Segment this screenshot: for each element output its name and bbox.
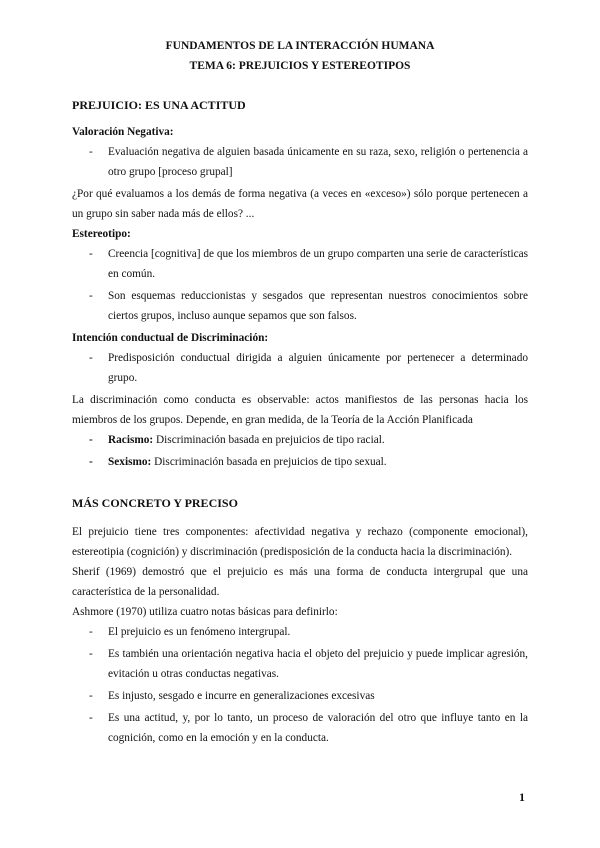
term-racismo: Racismo: [108,434,154,446]
dash-bullet: - [89,146,93,158]
intencion-list [72,348,528,388]
list-item: - El prejuicio es un fenómeno intergrupal. [72,622,528,642]
question-paragraph: ¿Por qué evaluamos a los demás de forma negativa (a veces en «exceso») sólo porque pertenecen a un grupo sin saber nada más de ellos? ... [72,188,528,220]
dash-bullet: - [89,648,93,660]
list-item: - Es injusto, sesgado e incurre en generalizaciones excesivas [72,686,528,706]
dash-bullet: - [89,352,93,364]
dash-bullet: - [89,434,93,446]
dash-bullet: - [89,248,93,260]
dash-bullet: - [89,290,93,302]
estereotipo-list [72,244,528,326]
document-page [72,36,528,750]
discriminacion-paragraph: La discriminación como conducta es observable: actos manifiestos de las personas hacia los miembros de los grupos. Depende, en gran medida, de la Teoría de la Acción Planificada [72,394,528,426]
list-item-sexismo: - Sexismo: Discriminación basada en prejuicios de tipo sexual. [72,452,528,472]
discrimination-types-list [72,430,528,472]
topic-title: TEMA 6: PREJUICIOS Y ESTEREOTIPOS [189,60,411,72]
list-item-racismo: - Racismo: Discriminación basada en prejuicios de tipo racial. [72,430,528,450]
subheading-valoracion: Valoración Negativa: [72,126,174,138]
dash-bullet: - [89,712,93,724]
ashmore-list [72,622,528,748]
document-title: FUNDAMENTOS DE LA INTERACCIÓN HUMANA [165,40,435,52]
section-heading-prejuicio: PREJUICIO: ES UNA ACTITUD [72,98,246,112]
term-sexismo: Sexismo: [108,456,152,468]
list-item: - Es también una orientación negativa hacia el objeto del prejuicio y puede implicar agresión, evitación u otras conductas negativas. [72,644,528,684]
dash-bullet: - [89,690,93,702]
subheading-estereotipo: Estereotipo: [72,228,131,240]
subheading-intencion: Intención conductual de Discriminación: [72,332,269,344]
list-item: - Predisposición conductual dirigida a alguien únicamente por pertenecer a determinado grupo. [72,348,528,388]
section-heading-concreto: MÁS CONCRETO Y PRECISO [72,496,238,510]
list-item: - Son esquemas reduccionistas y sesgados que representan nuestros conocimientos sobre ciertos grupos, incluso aunque sepamos que son falsos. [72,286,528,326]
dash-bullet: - [89,626,93,638]
list-item: - Es una actitud, y, por lo tanto, un proceso de valoración del otro que influye tanto en la cognición, como en la emoción y en la conducta. [72,708,528,748]
page-number: 1 [519,790,525,804]
components-paragraph: El prejuicio tiene tres componentes: afectividad negativa y rechazo (componente emocional), estereotipia (cognición) y discriminación (predisposición de la conducta hacia la discriminación). [72,526,528,558]
list-item: - Evaluación negativa de alguien basada únicamente en su raza, sexo, religión o pertenencia a otro grupo [proceso grupal] [72,142,528,182]
list-item: - Creencia [cognitiva] de que los miembros de un grupo comparten una serie de características en común. [72,244,528,284]
dash-bullet: - [89,456,93,468]
valoracion-list [72,142,528,182]
ashmore-paragraph: Ashmore (1970) utiliza cuatro notas básicas para definirlo: [72,606,338,618]
sherif-paragraph: Sherif (1969) demostró que el prejuicio es más una forma de conducta intergrupal que una característica de la personalidad. [72,566,528,598]
